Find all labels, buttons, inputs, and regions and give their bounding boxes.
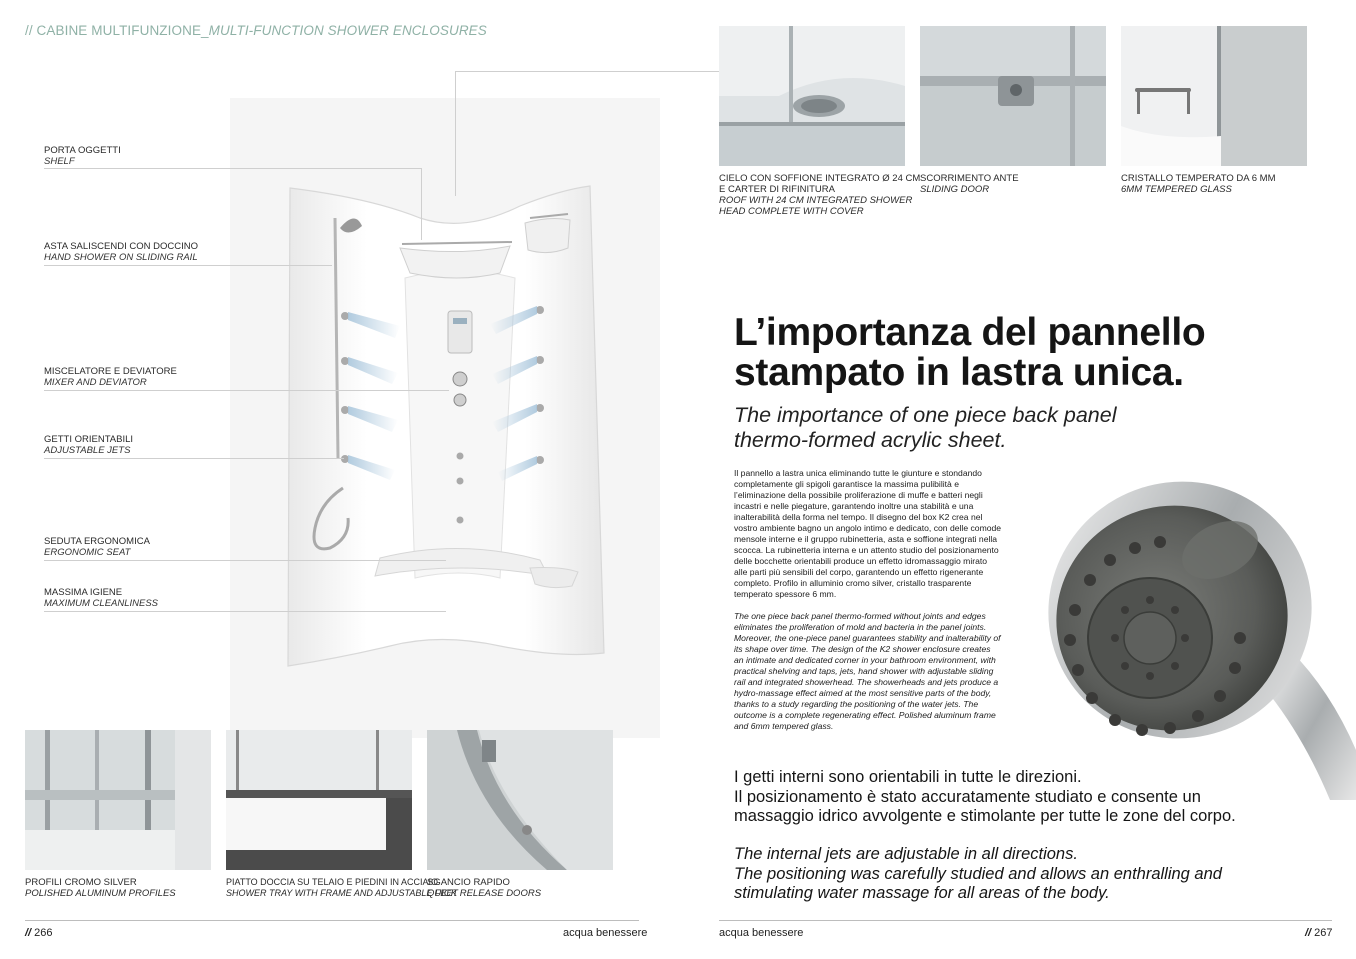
caption-quick-release-en: QUICK RELEASE DOORS [427, 888, 542, 899]
caption-roof [719, 173, 920, 217]
leader-line-cleanliness [44, 611, 446, 612]
feature-mixer [44, 366, 177, 388]
leader-line-shelf [44, 168, 422, 169]
body-it-line: inalterabilità della forma nel tempo. Il disegno del box K2 crea nel [734, 512, 983, 522]
caption-shower-tray [226, 877, 458, 899]
body-text-english [734, 611, 1016, 732]
body-en-line: hydro-massage effect aimed at the most sensitive parts of the body, [734, 688, 992, 698]
leader-line-roof [455, 71, 720, 72]
thumb-profiles [25, 730, 211, 870]
subheadline [734, 403, 1234, 453]
body-it-line: l’eliminazione della possibile proliferazione di muffe e batteri negli [734, 490, 983, 500]
body-it-line: delle bocchette orientabili produce un effetto idromassaggio mirato [734, 556, 988, 566]
thumb-roof [719, 26, 905, 166]
feature-cleanliness-it: MASSIMA IGIENE [44, 587, 123, 598]
thumb-shower-tray [226, 730, 412, 870]
caption-tempered-glass-en: 6MM TEMPERED GLASS [1121, 184, 1232, 195]
brand-left: acqua benessere [563, 927, 648, 939]
leader-line-seat [44, 560, 446, 561]
feature-mixer-en: MIXER AND DEVIATOR [44, 377, 147, 388]
subheadline-line-2: thermo-formed acrylic sheet. [734, 428, 1007, 452]
leader-line-hand-shower [44, 265, 332, 266]
brand-right: acqua benessere [719, 927, 804, 939]
page-number-left [25, 927, 53, 939]
headline-line-1: L’importanza del pannello [734, 311, 1206, 354]
caption-roof-it-1: CIELO CON SOFFIONE INTEGRATO Ø 24 CM [719, 173, 921, 184]
body-en-line: Moreover, the one-piece panel guarantees stability and inalterability of [734, 633, 1001, 643]
caption-roof-it-2: E CARTER DI RIFINITURA [719, 184, 835, 195]
caption-roof-en-1: ROOF WITH 24 CM INTEGRATED SHOWER [719, 195, 913, 206]
caption-sliding-door-en: SLIDING DOOR [920, 184, 990, 195]
body-it-line: completo. Profilo in alluminio cromo silver, cristallo trasparente [734, 578, 972, 588]
section-header-it: // CABINE MULTIFUNZIONE_ [25, 23, 209, 38]
thumb-sliding-door [920, 26, 1106, 166]
shower-head-image [1030, 470, 1356, 800]
jets-description-english [734, 845, 1334, 904]
body-text-italian [734, 468, 1016, 600]
jets-en-line: stimulating water massage for all areas of the body. [734, 884, 1110, 902]
feature-hand-shower [44, 241, 198, 263]
caption-sliding-door-it: SCORRIMENTO ANTE [920, 173, 1019, 184]
jets-en-line: The internal jets are adjustable in all directions. [734, 845, 1078, 863]
feature-jets [44, 434, 133, 456]
feature-cleanliness-en: MAXIMUM CLEANLINESS [44, 598, 159, 609]
body-en-line: an intimate and dedicated corner in your bathroom environment, with [734, 655, 996, 665]
feature-mixer-it: MISCELATORE E DEVIATORE [44, 366, 177, 377]
body-en-line: its shape over time. The design of the K2 shower enclosure creates [734, 644, 991, 654]
body-en-line: The one piece back panel thermo-formed without joints and edges [734, 611, 986, 621]
folio-slashes-left: // [25, 927, 32, 939]
caption-quick-release-it: SGANCIO RAPIDO [427, 877, 510, 888]
caption-profiles-it: PROFILI CROMO SILVER [25, 877, 137, 888]
feature-jets-en: ADJUSTABLE JETS [44, 445, 131, 456]
feature-seat [44, 536, 150, 558]
thumb-tempered-glass [1121, 26, 1307, 166]
caption-roof-en-2: HEAD COMPLETE WITH COVER [719, 206, 864, 217]
folio-number-right: 267 [1311, 927, 1333, 939]
page-number-right [1305, 927, 1333, 939]
body-it-line: vostro ambiente bagno un angolo intimo e dedicato, con delle comode [734, 523, 1002, 533]
feature-jets-it: GETTI ORIENTABILI [44, 434, 134, 445]
feature-hand-shower-it: ASTA SALISCENDI CON DOCCINO [44, 241, 198, 252]
thumb-tempered-glass-image [1121, 26, 1307, 166]
caption-shower-tray-it: PIATTO DOCCIA SU TELAIO E PIEDINI IN ACCIAIO [226, 877, 439, 887]
folio-slashes-right: // [1305, 927, 1312, 939]
jets-en-line: The positioning was carefully studied and allows an enthralling and [734, 864, 1222, 883]
body-en-line: rail and integrated showerhead. The showerheads and jets produce a [734, 677, 999, 687]
body-en-line: eliminates the proliferation of mold and bacteria in the panel joints. [734, 622, 987, 632]
folio-number-left: 266 [31, 927, 53, 939]
feature-cleanliness [44, 587, 158, 609]
thumb-sliding-door-image [920, 26, 1106, 166]
body-it-line: mensole interne e il gruppo rubinetteria, asta e soffione integrati nella [734, 534, 998, 544]
feature-shelf-en: SHELF [44, 156, 75, 167]
body-en-line: practical shelving and taps, jets, hand shower with adjustable sliding [734, 666, 994, 676]
jets-it-line: I getti interni sono orientabili in tutte le direzioni. [734, 768, 1082, 786]
leader-line-jets [44, 458, 344, 459]
footer-rule-right [719, 920, 1332, 921]
thumb-quick-release-image [427, 730, 613, 870]
feature-hand-shower-en: HAND SHOWER ON SLIDING RAIL [44, 252, 198, 263]
jets-description-italian [734, 768, 1334, 827]
body-en-line: and 6mm tempered glass. [734, 721, 834, 731]
caption-tempered-glass-it: CRISTALLO TEMPERATO DA 6 MM [1121, 173, 1276, 184]
body-it-line: incastri e nelle piegature, garantendo inoltre una stabilità e una [734, 501, 974, 511]
body-it-line: alle parti più sensibili del corpo, garantendo un effetto rigenerante [734, 567, 984, 577]
subheadline-line-1: The importance of one piece back panel [734, 403, 1117, 427]
jets-it-line: massaggio idrico avvolgente e stimolante per tutte le zone del corpo. [734, 807, 1236, 825]
body-en-line: outcome is a complete regenerating effect. Polished aluminum frame [734, 710, 996, 720]
section-header-en: MULTI-FUNCTION SHOWER ENCLOSURES [208, 23, 487, 38]
feature-seat-it: SEDUTA ERGONOMICA [44, 536, 150, 547]
headline [734, 313, 1294, 393]
caption-tempered-glass [1121, 173, 1276, 195]
body-it-line: Il pannello a lastra unica eliminando tutte le giunture e stondando [734, 468, 982, 478]
leader-line-roof-drop [455, 71, 456, 196]
thumb-quick-release [427, 730, 613, 870]
thumb-shower-tray-image [226, 730, 412, 870]
body-it-line: completamente gli spigoli garantisce la massima pulibilità e [734, 479, 959, 489]
feature-seat-en: ERGONOMIC SEAT [44, 547, 131, 558]
caption-profiles-en: POLISHED ALUMINUM PROFILES [25, 888, 176, 899]
jets-it-line: Il posizionamento è stato accuratamente studiato e consente un [734, 787, 1201, 806]
caption-sliding-door [920, 173, 1019, 195]
footer-rule-left [25, 920, 639, 921]
leader-line-shelf-drop [421, 168, 422, 240]
feature-shelf [44, 145, 121, 167]
feature-shelf-it: PORTA OGGETTI [44, 145, 121, 156]
body-it-line: temperato spessore 6 mm. [734, 589, 837, 599]
headline-line-2: stampato in lastra unica. [734, 351, 1184, 394]
body-en-line: thanks to a study regarding the positioning of the water jets. The [734, 699, 979, 709]
thumb-profiles-image [25, 730, 211, 870]
thumb-roof-image [719, 26, 905, 166]
caption-quick-release [427, 877, 541, 899]
leader-line-mixer [44, 390, 449, 391]
caption-profiles [25, 877, 176, 899]
caption-shower-tray-en: SHOWER TRAY WITH FRAME AND ADJUSTABLE FEET [226, 888, 458, 898]
section-header [25, 23, 487, 38]
shower-panel-illustration [230, 98, 660, 738]
body-it-line: scocca. La rubinetteria interna e un attento studio del posizionamento [734, 545, 999, 555]
